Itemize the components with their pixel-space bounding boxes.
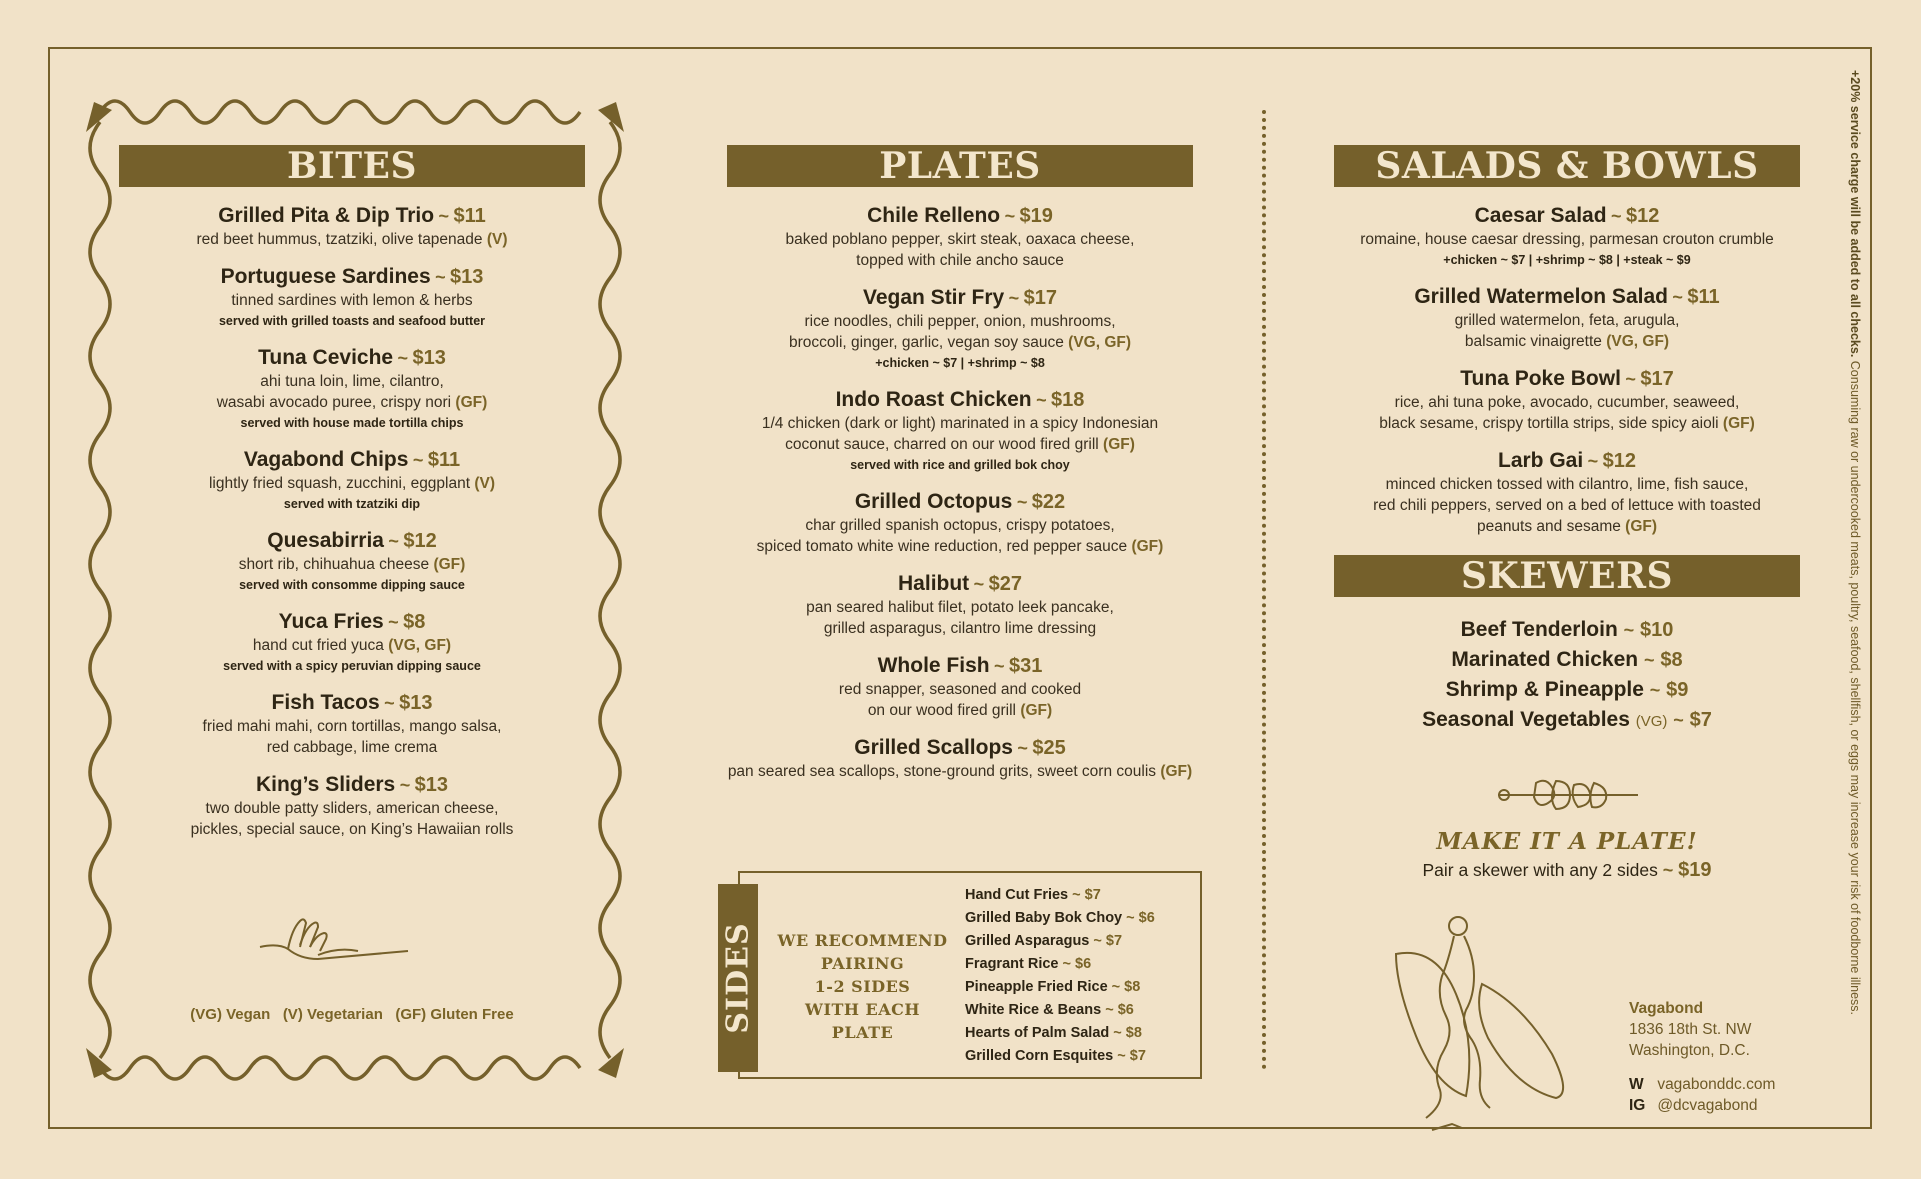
item-description [119, 229, 585, 250]
side-price: $8 [1125, 1025, 1142, 1041]
footnote-bold: +20% service charge will be added to all checks. [1848, 70, 1862, 358]
skewer-price: $10 [1639, 619, 1674, 641]
item-price: $17 [1023, 287, 1057, 309]
item-description [1334, 310, 1800, 331]
menu-item-header [680, 735, 1240, 761]
hand-illustration-icon [258, 915, 418, 970]
item-name: Grilled Pita & Dip Trio [218, 204, 435, 227]
side-item [965, 999, 1155, 1022]
item-note: served with a spicy peruvian dipping sauce [223, 659, 481, 673]
item-description [1334, 331, 1800, 352]
item-description-text: rice, ahi tuna poke, avocado, cucumber, seaweed, [1394, 394, 1740, 411]
side-name: Pineapple Fried Rice [965, 979, 1108, 995]
diet-tag: (VG, GF) [1068, 334, 1132, 351]
price-separator: ~ [1062, 956, 1071, 972]
skewer-icon [1496, 775, 1640, 815]
side-price: $7 [1129, 1048, 1146, 1064]
item-description [680, 229, 1240, 250]
menu-item-header [119, 690, 585, 716]
side-item [965, 907, 1155, 930]
menu-item-header [680, 285, 1240, 311]
item-name: Tuna Ceviche [258, 346, 394, 369]
item-price: $25 [1032, 737, 1066, 759]
side-price: $7 [1105, 933, 1123, 949]
diet-tag: (GF) [1103, 436, 1135, 453]
item-price: $31 [1009, 655, 1043, 677]
price-separator: ~ [1036, 390, 1047, 410]
price-separator: ~ [1672, 287, 1683, 307]
diet-legend: (VG) Vegan (V) Vegetarian (GF) Gluten Free [190, 1006, 514, 1023]
item-description [119, 554, 585, 575]
menu-item-header [680, 387, 1240, 413]
item-note: served with consomme dipping sauce [239, 578, 465, 592]
item-description-text: hand cut fried yuca [252, 637, 384, 654]
side-price: $6 [1138, 910, 1155, 926]
skewer-price: $7 [1689, 709, 1712, 731]
item-name: Larb Gai [1498, 449, 1584, 472]
item-name: Caesar Salad [1474, 204, 1607, 227]
item-price: $11 [1687, 286, 1720, 308]
price-separator: ~ [1662, 860, 1674, 880]
instagram-line [1629, 1095, 1775, 1116]
price-separator: ~ [412, 450, 424, 470]
sides-rec-line: WE RECOMMEND [777, 931, 948, 950]
menu-item [119, 690, 585, 758]
menu-item-header [119, 772, 585, 798]
diet-tag: (VG) [1635, 713, 1668, 730]
item-description [680, 332, 1240, 353]
price-separator: ~ [1117, 1048, 1126, 1064]
skewer-item [1334, 705, 1800, 736]
make-plate-title: MAKE IT A PLATE! [1436, 828, 1698, 855]
item-price: $12 [403, 530, 437, 552]
menu-item [680, 489, 1240, 557]
bites-title: BITES [119, 145, 585, 187]
item-description [680, 536, 1240, 557]
sides-tab [718, 884, 758, 1072]
menu-item [119, 345, 585, 433]
item-description [119, 635, 585, 656]
item-description [680, 700, 1240, 721]
item-price: $13 [412, 347, 446, 369]
price-separator: ~ [1004, 206, 1016, 226]
item-description-text: grilled watermelon, feta, arugula, [1454, 312, 1680, 329]
menu-item-header [1334, 284, 1800, 310]
salads-title: SALADS & BOWLS [1334, 145, 1800, 187]
menu-item-header [1334, 203, 1800, 229]
menu-item [680, 203, 1240, 271]
salads-section [1334, 145, 1800, 736]
item-description-text: red cabbage, lime crema [266, 739, 438, 756]
item-description [119, 392, 585, 413]
skewer-price: $9 [1666, 679, 1689, 701]
item-description [680, 761, 1240, 782]
item-description-text: grilled asparagus, cilantro lime dressing [823, 620, 1097, 637]
item-description [1334, 229, 1800, 250]
menu-item-header [119, 609, 585, 635]
item-name: Portuguese Sardines [220, 265, 431, 288]
item-description-text: 1/4 chicken (dark or light) marinated in a spicy Indonesian [761, 415, 1159, 432]
make-plate-text: Pair a skewer with any 2 sides [1422, 860, 1658, 880]
item-description-text: wasabi avocado puree, crispy nori [216, 394, 452, 411]
item-price: $12 [1602, 450, 1636, 472]
skewers-title: SKEWERS [1334, 555, 1800, 597]
side-item [965, 930, 1155, 953]
item-description-text: rice noodles, chili pepper, onion, mushrooms, [804, 313, 1116, 330]
item-note: +chicken ~ $7 | +shrimp ~ $8 [875, 356, 1045, 370]
price-separator: ~ [1623, 620, 1635, 640]
item-description-text: tinned sardines with lemon & herbs [231, 292, 473, 309]
item-description-text: black sesame, crispy tortilla strips, side spicy aioli [1379, 415, 1719, 432]
menu-item-header [119, 264, 585, 290]
item-description [1334, 474, 1800, 495]
skewer-name: Beef Tenderloin [1460, 618, 1618, 641]
item-description [119, 798, 585, 819]
menu-item [680, 653, 1240, 721]
price-separator: ~ [1008, 288, 1020, 308]
diet-tag: (GF) [1131, 538, 1164, 555]
side-name: Fragrant Rice [965, 956, 1059, 972]
side-price: $8 [1124, 979, 1141, 995]
item-description [119, 737, 585, 758]
item-name: Fish Tacos [271, 691, 380, 714]
item-name: Halibut [898, 572, 970, 595]
website-label: W [1629, 1076, 1644, 1093]
item-price: $11 [453, 205, 486, 227]
skewer-name: Marinated Chicken [1451, 648, 1639, 671]
diet-tag: (GF) [455, 394, 488, 411]
item-description-text: pickles, special sauce, on King’s Hawaiian rolls [190, 821, 514, 838]
item-description [680, 413, 1240, 434]
item-price: $18 [1051, 389, 1085, 411]
item-name: Grilled Scallops [854, 736, 1013, 759]
service-charge-footnote [1842, 70, 1862, 1110]
price-separator: ~ [438, 206, 450, 226]
menu-item [119, 528, 585, 595]
item-name: Grilled Watermelon Salad [1414, 285, 1668, 308]
instagram-label: IG [1629, 1097, 1646, 1114]
sides-title: SIDES [720, 922, 756, 1034]
item-name: Yuca Fries [278, 610, 384, 633]
skewer-item [1334, 675, 1800, 705]
menu-item [119, 203, 585, 250]
diet-tag: (GF) [1722, 415, 1755, 432]
footnote-text [1848, 70, 1862, 1015]
sides-recommendation [775, 929, 950, 1044]
diet-tag: (GF) [1160, 763, 1193, 780]
menu-item-header [119, 203, 585, 229]
side-price: $7 [1084, 887, 1101, 903]
side-name: Grilled Baby Bok Choy [965, 910, 1123, 926]
side-price: $6 [1075, 956, 1092, 972]
price-separator: ~ [1113, 1025, 1122, 1041]
item-description-text: ahi tuna loin, lime, cilantro, [260, 373, 444, 390]
item-description-text: balsamic vinaigrette [1464, 333, 1602, 350]
item-description [680, 597, 1240, 618]
item-description-text: topped with chile ancho sauce [856, 252, 1064, 269]
menu-item [680, 571, 1240, 639]
diet-tag: (VG, GF) [1606, 333, 1670, 350]
menu-item-header [119, 345, 585, 371]
item-price: $17 [1640, 368, 1674, 390]
skewers-list [1334, 615, 1800, 736]
column-divider [1262, 110, 1266, 1070]
diet-tag: (V) [486, 231, 508, 248]
price-separator: ~ [1673, 710, 1684, 730]
item-description [680, 250, 1240, 271]
sides-rec-line: 1-2 SIDES [814, 977, 911, 996]
item-name: Quesabirria [267, 529, 384, 552]
item-price: $8 [403, 611, 426, 633]
item-name: Tuna Poke Bowl [1460, 367, 1621, 390]
price-separator: ~ [1072, 887, 1081, 903]
item-description-text: pan seared sea scallops, stone-ground grits, sweet corn coulis [727, 763, 1157, 780]
item-description [119, 371, 585, 392]
price-separator: ~ [384, 693, 395, 713]
menu-item-header [680, 653, 1240, 679]
menu-item [119, 609, 585, 676]
skewer-price: $8 [1660, 649, 1683, 671]
item-description [119, 716, 585, 737]
address-block [1629, 998, 1775, 1116]
item-description-text: minced chicken tossed with cilantro, lime, fish sauce, [1385, 476, 1749, 493]
item-description [680, 515, 1240, 536]
item-name: King’s Sliders [255, 773, 396, 796]
diet-tag: (GF) [433, 556, 466, 573]
item-price: $27 [988, 573, 1022, 595]
menu-item [680, 735, 1240, 782]
bites-section [119, 145, 585, 840]
side-item [965, 976, 1155, 999]
sides-list [965, 884, 1155, 1068]
item-description [1334, 392, 1800, 413]
price-separator: ~ [1093, 933, 1102, 949]
price-separator: ~ [973, 574, 985, 594]
item-description [1334, 516, 1800, 537]
item-description-text: red beet hummus, tzatziki, olive tapenade [196, 231, 483, 248]
item-note: served with grilled toasts and seafood butter [218, 314, 486, 328]
item-description-text: red chili peppers, served on a bed of lettuce with toasted [1373, 497, 1761, 514]
item-name: Whole Fish [877, 654, 990, 677]
sides-rec-line: WITH EACH PLATE [804, 1000, 920, 1042]
menu-item-header [1334, 448, 1800, 474]
item-price: $12 [1625, 205, 1660, 227]
surfer-illustration-icon [1392, 914, 1572, 1136]
item-description [680, 434, 1240, 455]
menu-item [1334, 284, 1800, 352]
menu-item [119, 447, 585, 514]
make-it-a-plate [1334, 828, 1800, 882]
price-separator: ~ [388, 531, 399, 551]
item-description-text: coconut sauce, charred on our wood fired grill [785, 436, 1099, 453]
menu-item [119, 772, 585, 840]
item-description-text: romaine, house caesar dressing, parmesan crouton crumble [1360, 231, 1774, 248]
instagram-handle[interactable]: @dcvagabond [1657, 1097, 1758, 1114]
price-separator: ~ [1625, 369, 1636, 389]
item-description-text: two double patty sliders, american cheese, [205, 800, 499, 817]
item-name: Chile Relleno [867, 204, 1001, 227]
item-name: Vagabond Chips [243, 448, 409, 471]
plates-title: PLATES [727, 145, 1193, 187]
price-separator: ~ [399, 775, 411, 795]
item-description-text: broccoli, ginger, garlic, vegan soy sauce [788, 334, 1064, 351]
item-description-text: baked poblano pepper, skirt steak, oaxaca cheese, [785, 231, 1135, 248]
item-name: Indo Roast Chicken [835, 388, 1032, 411]
skewer-item [1334, 645, 1800, 675]
item-description [1334, 413, 1800, 434]
diet-tag: (V) [474, 475, 496, 492]
menu-item-header [1334, 366, 1800, 392]
item-note: served with rice and grilled bok choy [850, 458, 1070, 472]
menu-item-header [680, 203, 1240, 229]
price-separator: ~ [388, 612, 399, 632]
website-line [1629, 1074, 1775, 1095]
diet-tag: (GF) [1020, 702, 1053, 719]
item-note: served with house made tortilla chips [240, 416, 464, 430]
restaurant-name: Vagabond [1629, 1000, 1704, 1017]
make-plate-subtitle [1334, 859, 1800, 882]
menu-item [119, 264, 585, 331]
plates-section [680, 145, 1240, 782]
item-price: $13 [399, 692, 433, 714]
item-description-text: peanuts and sesame [1476, 518, 1621, 535]
side-name: Grilled Corn Esquites [965, 1048, 1114, 1064]
item-price: $19 [1019, 205, 1053, 227]
item-description [680, 618, 1240, 639]
menu-item [1334, 448, 1800, 537]
side-name: Hand Cut Fries [965, 887, 1069, 903]
menu-item [1334, 203, 1800, 270]
item-note: +chicken ~ $7 | +shrimp ~ $8 | +steak ~ $9 [1443, 253, 1691, 267]
item-description [680, 311, 1240, 332]
item-price: $13 [450, 266, 484, 288]
item-note: served with tzatziki dip [283, 497, 421, 511]
price-separator: ~ [1587, 451, 1599, 471]
price-separator: ~ [1016, 492, 1028, 512]
price-separator: ~ [1105, 1002, 1114, 1018]
skewer-item [1334, 615, 1800, 645]
side-name: Hearts of Palm Salad [965, 1025, 1110, 1041]
item-description-text: red snapper, seasoned and cooked [838, 681, 1082, 698]
street-address: 1836 18th St. NW [1629, 1021, 1752, 1038]
city-address: Washington, D.C. [1629, 1042, 1750, 1059]
menu-item [1334, 366, 1800, 434]
website-link[interactable]: vagabonddc.com [1657, 1076, 1776, 1093]
price-separator: ~ [1611, 206, 1622, 226]
price-separator: ~ [435, 267, 446, 287]
side-name: White Rice & Beans [965, 1002, 1102, 1018]
price-separator: ~ [397, 348, 409, 368]
item-description [680, 679, 1240, 700]
skewer-name: Shrimp & Pineapple [1445, 678, 1644, 701]
item-description [119, 290, 585, 311]
item-description-text: short rib, chihuahua cheese [238, 556, 430, 573]
make-plate-price: $19 [1678, 859, 1712, 881]
item-description-text: fried mahi mahi, corn tortillas, mango salsa, [202, 718, 502, 735]
menu-item [680, 285, 1240, 373]
menu-item-header [680, 571, 1240, 597]
item-price: $13 [414, 774, 449, 796]
menu-item-header [119, 447, 585, 473]
price-separator: ~ [994, 656, 1005, 676]
diet-tag: (GF) [1625, 518, 1658, 535]
item-description [119, 473, 585, 494]
price-separator: ~ [1643, 650, 1655, 670]
menu-item-header [680, 489, 1240, 515]
side-item [965, 1022, 1155, 1045]
side-price: $6 [1117, 1002, 1134, 1018]
footnote-rest: Consuming raw or undercooked meats, poultry, seafood, shellfish, or eggs may increase your risk of foodborne illness. [1848, 357, 1862, 1016]
item-description [119, 819, 585, 840]
item-name: Grilled Octopus [854, 490, 1013, 513]
item-description [1334, 495, 1800, 516]
price-separator: ~ [1017, 738, 1028, 758]
item-description-text: on our wood fired grill [867, 702, 1017, 719]
item-description-text: spiced tomato white wine reduction, red pepper sauce [756, 538, 1128, 555]
diet-tag: (VG, GF) [388, 637, 452, 654]
menu-item-header [119, 528, 585, 554]
price-separator: ~ [1649, 680, 1661, 700]
side-name: Grilled Asparagus [965, 933, 1090, 949]
item-name: Vegan Stir Fry [862, 286, 1005, 309]
item-price: $22 [1031, 491, 1066, 513]
side-item [965, 1045, 1155, 1068]
price-separator: ~ [1126, 910, 1135, 926]
price-separator: ~ [1111, 979, 1121, 995]
skewer-name: Seasonal Vegetables [1422, 708, 1630, 731]
side-item [965, 884, 1155, 907]
item-description-text: lightly fried squash, zucchini, eggplant [208, 475, 471, 492]
item-description-text: char grilled spanish octopus, crispy potatoes, [805, 517, 1115, 534]
sides-rec-line: PAIRING [820, 954, 905, 973]
side-item [965, 953, 1155, 976]
menu-item [680, 387, 1240, 475]
item-description-text: pan seared halibut filet, potato leek pancake, [806, 599, 1114, 616]
item-price: $11 [427, 449, 461, 471]
